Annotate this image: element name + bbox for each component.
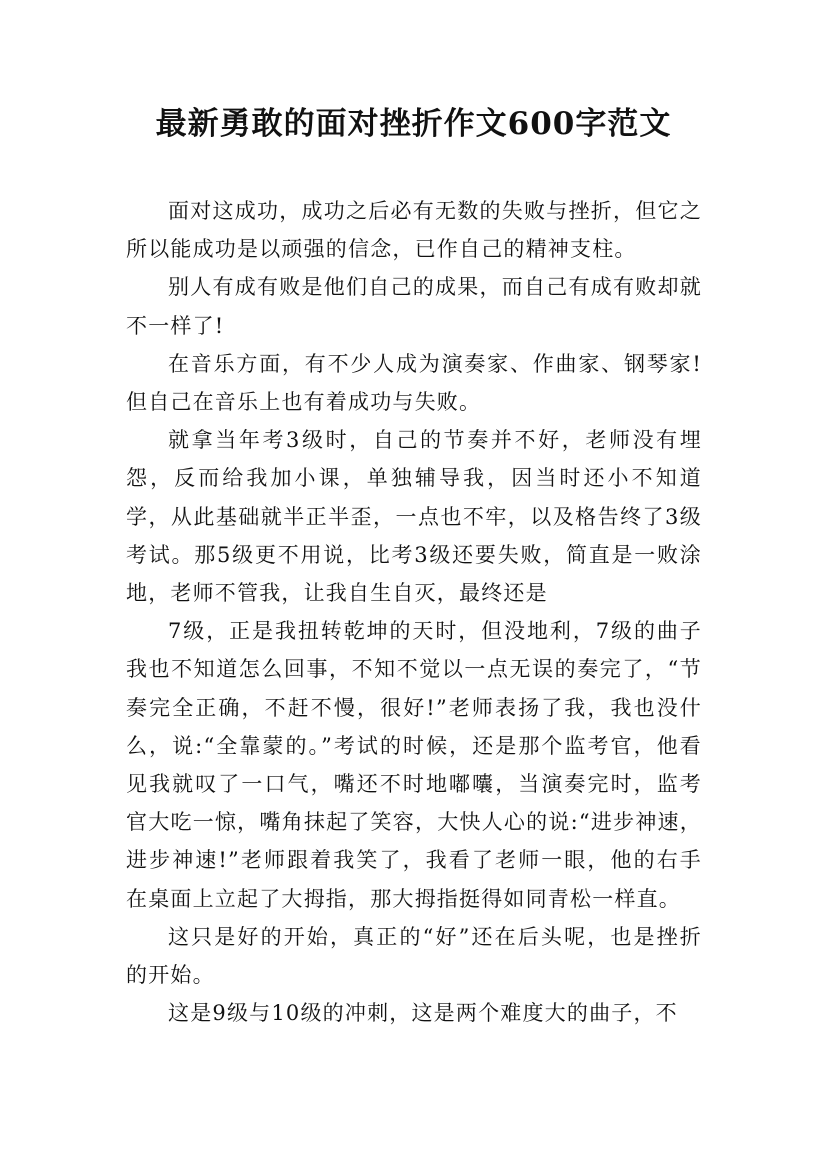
document-body xyxy=(126,192,702,1032)
document-title: 最新勇敢的面对挫折作文600字范文 xyxy=(155,106,672,142)
paragraph: 就拿当年考3级时，自己的节奏并不好，老师没有埋怨，反而给我加小课，单独辅导我，因当时还小不知道学，从此基础就半正半歪，一点也不牢，以及格告终了3级考试。那5级更不用说，比考3级还要失败，简直是一败涂地，老师不管我，让我自生自灭，最终还是 xyxy=(126,428,702,606)
paragraph: 面对这成功，成功之后必有无数的失败与挫折，但它之所以能成功是以顽强的信念，已作自己的精神支柱。 xyxy=(126,199,702,262)
paragraph: 这只是好的开始，真正的“好”还在后头呢，也是挫折的开始。 xyxy=(126,924,702,988)
paragraph: 7级，正是我扭转乾坤的天时，但没地利，7级的曲子我也不知道怎么回事，不知不觉以一点无误的奏完了，“节奏完全正确，不赶不慢，很好!”老师表扬了我，我也没什么，说:“全靠蒙的。”考试的时候，还是那个监考官，他看见我就叹了一口气，嘴还不时地嘟囔，当演奏完时，监考官大吃一惊，嘴角抹起了笑容，大快人心的说:“进步神速，进步神速!”老师跟着我笑了，我看了老师一眼，他的右手在桌面上立起了大拇指，那大拇指挺得如同青松一样直。 xyxy=(126,619,702,911)
paragraph: 在音乐方面，有不少人成为演奏家、作曲家、钢琴家!但自己在音乐上也有着成功与失败。 xyxy=(126,351,702,415)
paragraph: 别人有成有败是他们自己的成果，而自己有成有败却就不一样了! xyxy=(126,275,702,338)
paragraph: 这是9级与10级的冲刺，这是两个难度大的曲子，不 xyxy=(168,1001,678,1026)
